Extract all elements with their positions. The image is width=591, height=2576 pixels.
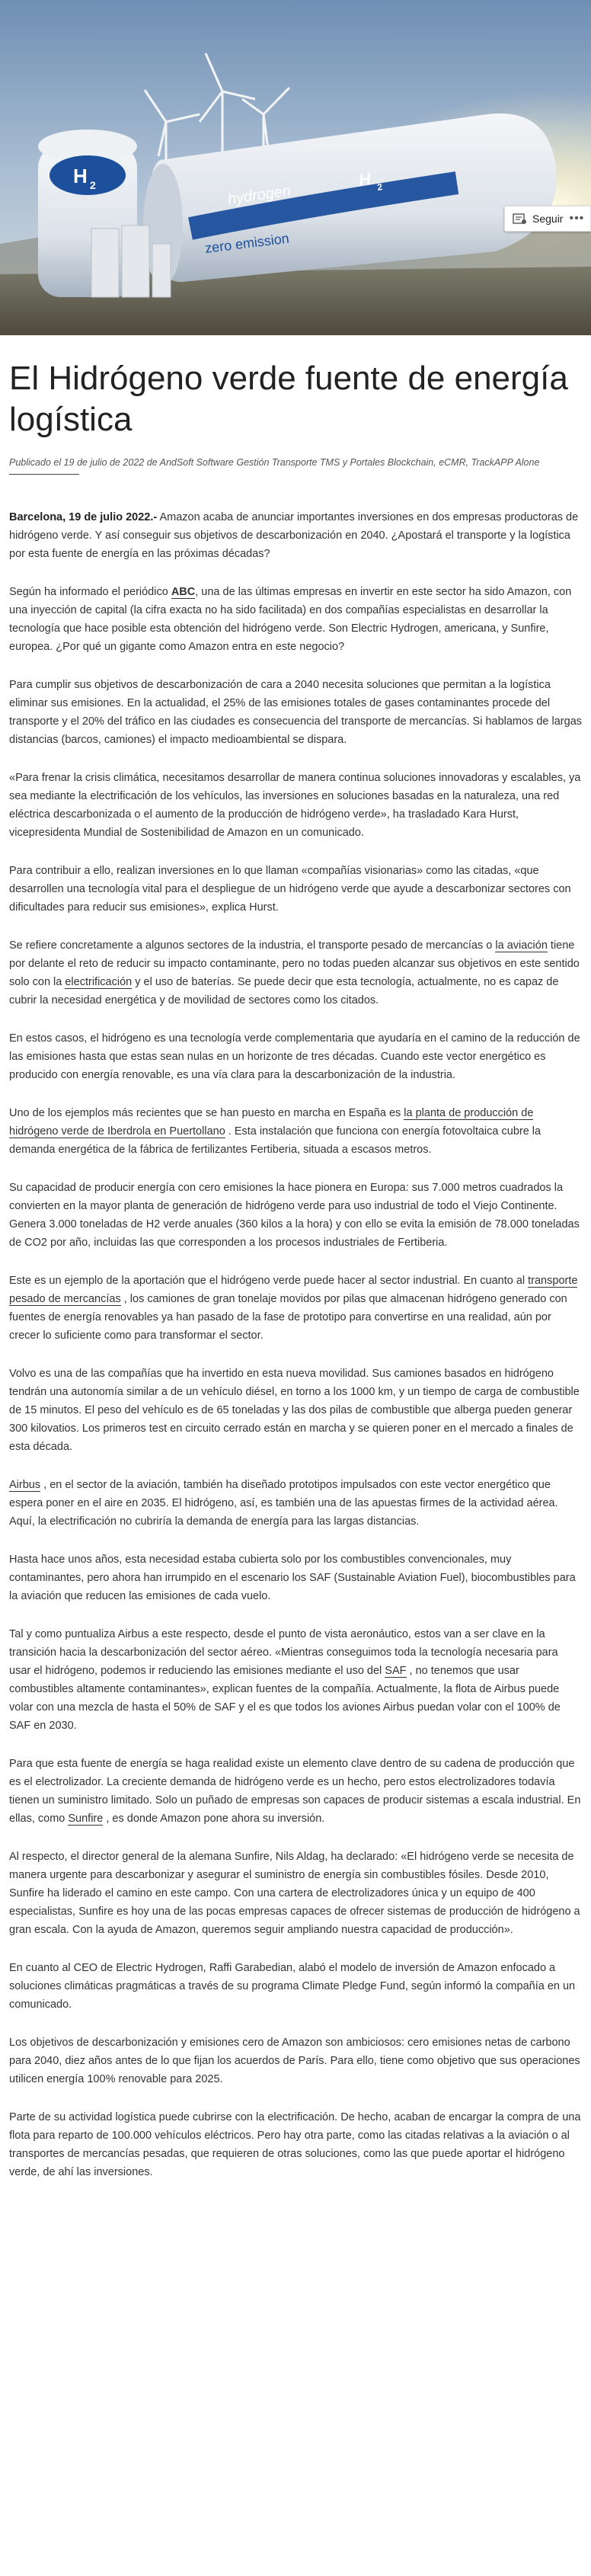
follow-button[interactable] bbox=[504, 206, 591, 232]
svg-text:2: 2 bbox=[376, 181, 384, 193]
paragraph-16: Al respecto, el director general de la alemana Sunfire, Nils Aldag, ha declarado: «El hidrógeno verde se necesita de manera urgente para descarbonizar y asegurar el suministro de energía sin combustibles fósiles. Desde 2010, Sunfire ha liderado el camino en este campo. Con una cartera de electrolizadores única y un equipo de 400 especialistas, Sunfire es hoy una de las pocas empresas capaces de ofrecer sistemas de producción de hidrógeno a gran escala. Con la ayuda de Amazon, queremos seguir ampliando nuestra capacidad de producción». bbox=[9, 1851, 580, 1936]
tank-h2-label: H bbox=[73, 165, 88, 187]
more-options-icon[interactable]: ••• bbox=[569, 212, 585, 225]
paragraph-11: Volvo es una de las compañías que ha invertido en esta nueva movilidad. Sus camiones basados en hidrógeno tendrán una autonomía similar a de un vehículo diésel, en torno a los 1000 km, y un tiempo de carga de combustible de 15 minutos. El peso del vehículo es de 65 toneladas y las dos pilas de combustible que alberga pueden generar 300 kilovatios. Los primeros test en circuito cerrado están en marcha y se quieren poner en el mercado a finales de esta década. bbox=[9, 1368, 580, 1453]
aviacion-link[interactable]: la aviación bbox=[495, 939, 548, 952]
iberdrola-plant-link[interactable]: la planta de producción de hidrógeno verde de Iberdrola en Puertollano bbox=[9, 1107, 534, 1138]
paragraph-19: Parte de su actividad logística puede cubrirse con la electrificación. De hecho, acaban de encargar la compra de una flota para reparto de 100.000 vehículos eléctricos. Pero hay otra parte, como las citadas relativas a la aviación o al transportes de mercancías pesadas, que requieren de otras soluciones, como las que puede aportar el hidrógeno verde, de ahí las inversiones. bbox=[9, 2111, 581, 2178]
paragraph-15: Para que esta fuente de energía se haga realidad existe un elemento clave dentro de su cadena de producción que es el electrolizador. La creciente demanda de hidrógeno verde es un hecho, pero estos electrolizadores todavía tienen un suministro limitado. Solo un puñado de empresas son capaces de producir sistemas a escala industrial. En ellas, como Sunfire , es donde Amazon pone ahora su inversión. bbox=[9, 1758, 581, 1825]
paragraph-18: Los objetivos de descarbonización y emisiones cero de Amazon son ambiciosos: cero emisiones netas de carbono para 2040, diez años antes de lo que fijan los acuerdos de París. Para ello, tiene como objetivo que sus operaciones utilicen energía 100% renovable para 2025. bbox=[9, 2037, 580, 2085]
tank-zero-emission-label: zero emission bbox=[204, 230, 290, 256]
sunfire-link[interactable]: Sunfire bbox=[68, 1813, 104, 1825]
article-byline: Publicado el 19 de julio de 2022 de AndSoft Software Gestión Transporte TMS y Portales Blockchain, eCMR, TrackAPP Alone bbox=[9, 457, 540, 468]
paragraph-5: Para contribuir a ello, realizan inversiones en lo que llaman «compañías visionarias» como las citadas, «que desarrollen una tecnología vital para el despliegue de un hidrógeno verde que ayude a descarbonizar sectores con dificultades para reducir sus emisiones», explica Hurst. bbox=[9, 865, 571, 914]
saf-link[interactable]: SAF bbox=[385, 1665, 407, 1677]
paragraph-2: Según ha informado el periódico ABC, una de las últimas empresas en invertir en este sector ha sido Amazon, con una inyección de capital (la cifra exacta no ha sido facilitada) en dos compañías especialistas en desarrollar la tecnología que hace posible esta obtención del hidrógeno verde. Son Electric Hydrogen, americana, y Sunfire, europea. ¿Por qué un gigante como Amazon entra en este negocio? bbox=[9, 586, 572, 653]
paragraph-17: En cuanto al CEO de Electric Hydrogen, Raffi Garabedian, alabó el modelo de inversión de Amazon enfocado a soluciones climáticas pragmáticas a través de su programa Climate Pledge Fund, según informó la compañía en un comunicado. bbox=[9, 1962, 576, 2011]
paragraph-3: Para cumplir sus objetivos de descarbonización de cara a 2040 necesita soluciones que permitan a la logística eliminar sus emisiones. En la actualidad, el 25% de las emisiones totales de gases contaminantes procede del transporte y el 20% del tráfico en las ciudades es consecuencia del transporte de mercancías. Si hablamos de largas distancias (barcos, camiones) el impacto medioambiental se dispara. bbox=[9, 679, 583, 746]
hero-image bbox=[0, 0, 591, 335]
svg-text:2: 2 bbox=[90, 179, 96, 191]
follow-label: Seguir bbox=[532, 213, 564, 225]
article-title: El Hidrógeno verde fuente de energía logística bbox=[9, 360, 568, 438]
paragraph-9: Su capacidad de producir energía con cero emisiones la hace pionera en Europa: sus 7.000 metros cuadrados la convierten en la mayor planta de generación de hidrógeno verde para uso industrial de todo el Viejo Continente. Genera 3.000 toneladas de H2 verde anuales (360 kilos a la hora) y con ello se evita la emisión de 78.000 toneladas de CO2 por año, incluidas las que corresponden a los procesos industriales de Fertiberia. bbox=[9, 1182, 580, 1249]
airbus-link[interactable]: Airbus bbox=[9, 1479, 41, 1491]
paragraph-14: Tal y como puntualiza Airbus a este respecto, desde el punto de vista aeronáutico, estos van a ser clave en la transición hacia la descarbonización del sector aéreo. «Mientras conseguimos toda la tecnología necesaria para usar el hidrógeno, podemos ir reduciendo las emisiones mediante el uso del SAF , no tenemos que usar combustibles altamente contaminantes», explican fuentes de la compañía. Actualmente, la flota de Airbus puede volar con una mezcla de hasta el 50% de SAF y el es que todos los aviones Airbus puedan volar con el 100% de SAF en 2030. bbox=[9, 1628, 561, 1732]
follow-icon bbox=[513, 213, 526, 224]
byline-divider bbox=[9, 474, 79, 475]
transporte-pesado-link[interactable]: transporte pesado de mercancías bbox=[9, 1275, 578, 1305]
paragraph-7: En estos casos, el hidrógeno es una tecnología verde complementaria que ayudaría en el camino de la reducción de las emisiones hasta que estas sean nulas en un horizonte de tres décadas. Cuando este vector energético es producido con energía renovable, es una vía clara para la descarbonización de la industria. bbox=[9, 1032, 580, 1081]
paragraph-6: Se refiere concretamente a algunos sectores de la industria, el transporte pesado de mercancías o la aviación tiene por delante el reto de reducir su impacto contaminante, pero no todas pueden alcanzar sus objetivos en este sentido solo con la electrificación y el uso de baterías. Se puede decir que esta tecnología, actualmente, no es capaz de cubrir la necesidad energética y de movilidad de sectores como los citados. bbox=[9, 939, 580, 1006]
paragraph-13: Hasta hace unos años, esta necesidad estaba cubierta solo por los combustibles convencionales, muy contaminantes, pero ahora han irrumpido en el escenario los SAF (Sustainable Aviation Fuel), biocombustibles para la aviación que reducen las emisiones de cada vuelo. bbox=[9, 1554, 576, 1602]
article-body bbox=[9, 358, 582, 2201]
paragraph-4: «Para frenar la crisis climática, necesitamos desarrollar de manera continua soluciones innovadoras y escalables, ya sea mediante la electrificación de los vehículos, las inversiones en soluciones basadas en la naturaleza, una red eléctrica descarbonizada o el aumento de la producción de hidrógeno verde», ha trasladado Kara Hurst, vicepresidenta Mundial de Sostenibilidad de Amazon en un comunicado. bbox=[9, 772, 581, 839]
hydrogen-tanks-illustration bbox=[0, 0, 591, 335]
svg-text:H: H bbox=[357, 168, 372, 190]
abc-link[interactable]: ABC bbox=[171, 586, 196, 598]
paragraph-8: Uno de los ejemplos más recientes que se han puesto en marcha en España es la planta de producción de hidrógeno verde de Iberdrola en Puertollano . Esta instalación que funciona con energía fotovoltaica cubre la demanda energética de la fábrica de fertilizantes Fertiberia, situada a escasos metros. bbox=[9, 1107, 541, 1156]
paragraph-10: Este es un ejemplo de la aportación que el hidrógeno verde puede hacer al sector industrial. En cuanto al transporte pesado de mercancías , los camiones de gran tonelaje movidos por pilas que almacenan hidrógeno generado con fuentes de energía renovables ya han pasado de la fase de prototipo para convertirse en una realidad, aún por crecer lo suficiente como para transformar el sector. bbox=[9, 1275, 578, 1342]
electrificacion-link[interactable]: electrificación bbox=[65, 976, 133, 988]
paragraph-12: Airbus , en el sector de la aviación, también ha diseñado prototipos impulsados con este vector energético que espera poner en el aire en 2035. El hidrógeno, así, es también una de las apuestas firmes de la actividad aérea. Aquí, la electrificación no cubriría la demanda de energía para las largas distancias. bbox=[9, 1479, 558, 1528]
paragraph-1: Barcelona, 19 de julio 2022.- Amazon acaba de anunciar importantes inversiones en dos empresas productoras de hidrógeno verde. Y así conseguir sus objetivos de descarbonización en 2040. ¿Apostará el transporte y la logística por esta fuente de energía en las próximas décadas? bbox=[9, 511, 579, 560]
tank-hydrogen-label: hydrogen bbox=[226, 182, 292, 208]
